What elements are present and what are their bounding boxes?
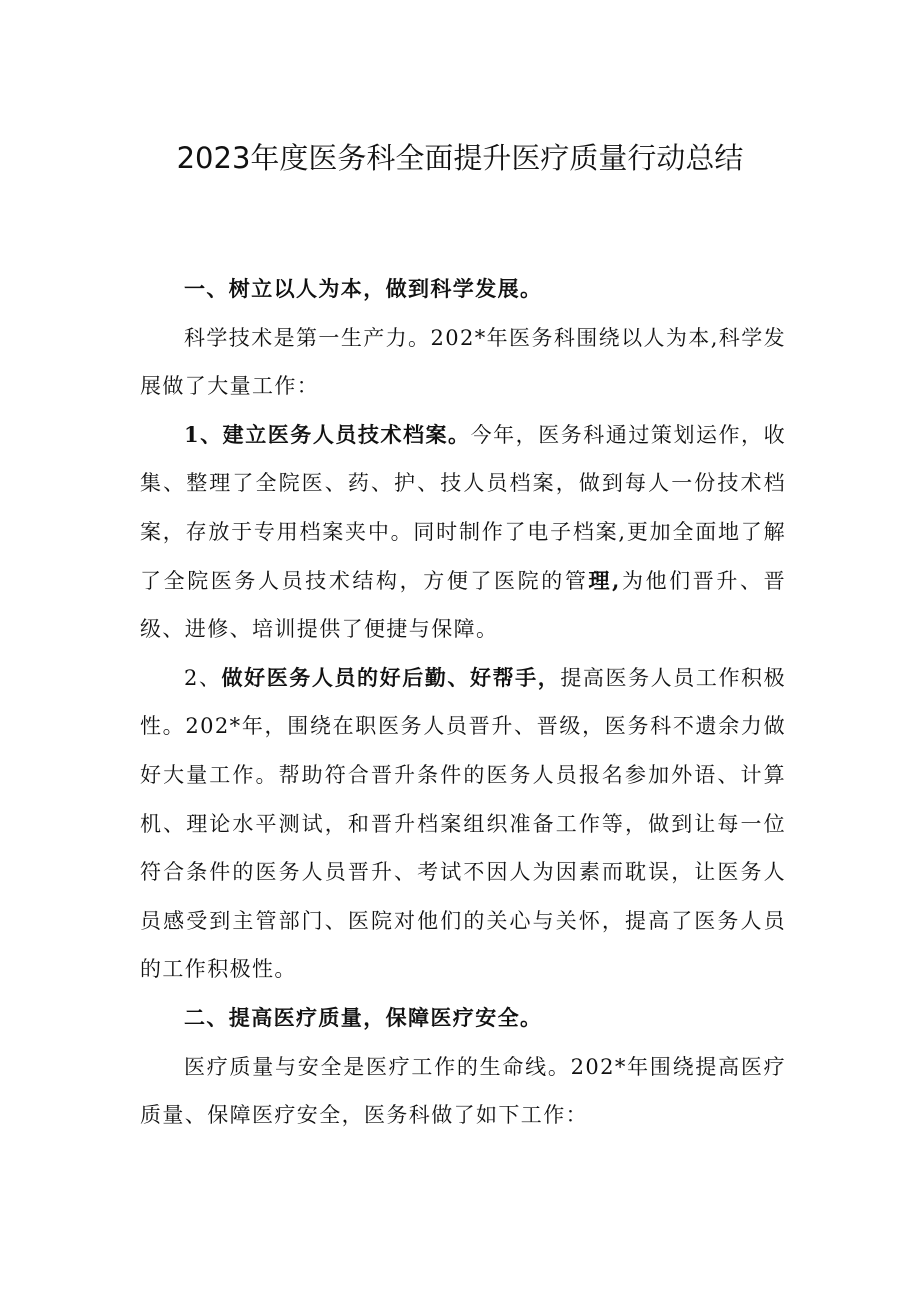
item-1-body-a: 今年，医务科通过策划运作，收集、整理了全院医、药、护、技人员档案，做到每人一份技术档案，存放于专用档案夹中。同时制作了电子档案,更加全面地了解了全院医务人员技术结构，方便了医院的管: [140, 422, 786, 593]
item-2-number: 2、: [184, 665, 222, 690]
item-2-lead: 做好医务人员的好后勤、好帮手，: [221, 664, 561, 690]
item-2-body: 提高医务人员工作积极性。202*年，围绕在职医务人员晋升、晋级，医务科不遗余力做好大量工作。帮助符合晋升条件的医务人员报名参加外语、计算机、理论水平测试，和晋升档案组织准备工作等，做到让每一位符合条件的医务人员晋升、考试不因人为因素而耽误，让医务人员感受到主管部门、医院对他们的关心与关怀，提高了医务人员的工作积极性。: [140, 665, 787, 982]
item-1-body-b: 为他们晋升、晋级、进修、培训提供了便捷与保障。: [140, 568, 786, 642]
item-1-body-bold: 理,: [588, 567, 621, 593]
section-1-item-1: [140, 411, 786, 654]
section-2-intro: 医疗质量与安全是医疗工作的生命线。202*年围绕提高医疗质量、保障医疗安全，医务科做了如下工作：: [140, 1054, 786, 1128]
section-2-heading: 二、提高医疗质量，保障医疗安全。: [184, 1004, 543, 1030]
section-1-heading: 一、树立以人为本，做到科学发展。: [184, 276, 543, 301]
item-1-lead: 1、建立医务人员技术档案。: [184, 421, 471, 447]
document-title: 2023年度医务科全面提升医疗质量行动总结: [176, 141, 744, 175]
section-1-item-2: [140, 654, 786, 994]
section-1-intro: 科学技术是第一生产力。202*年医务科围绕以人为本,科学发展做了大量工作：: [140, 325, 786, 399]
document-body: [140, 265, 786, 1140]
